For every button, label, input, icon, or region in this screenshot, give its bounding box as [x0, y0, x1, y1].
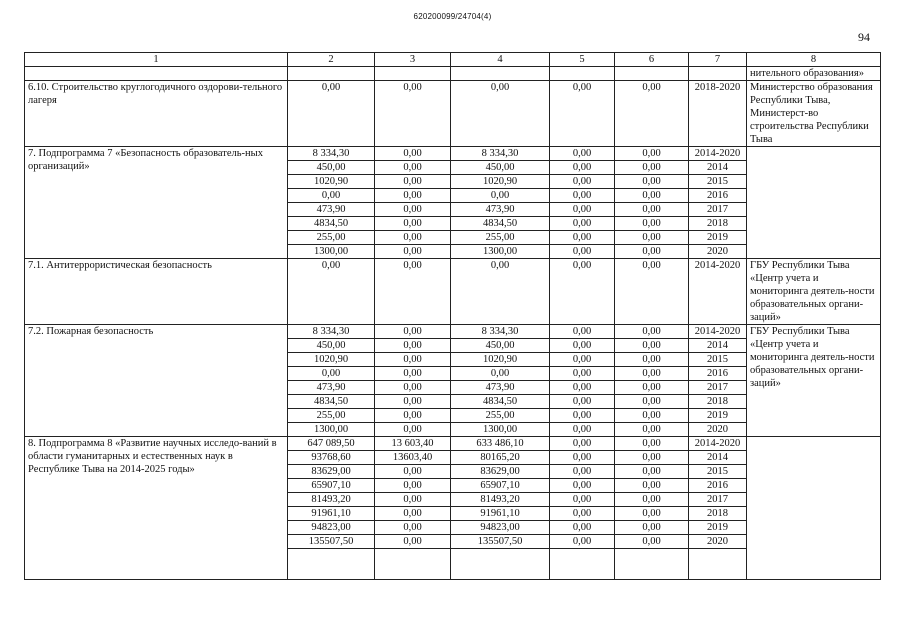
- cell-col-2: 1020,90: [288, 175, 375, 189]
- cell-col-4: 255,00: [451, 231, 550, 245]
- cell-col-2: 8 334,30: [288, 147, 375, 161]
- table-body: [25, 67, 881, 580]
- cell-col-5: 0,00: [550, 175, 615, 189]
- cell-col-4: 450,00: [451, 339, 550, 353]
- table-row: [25, 325, 881, 339]
- cell-col-7: 2018: [689, 395, 747, 409]
- cell-col-6: 0,00: [615, 381, 689, 395]
- cell-col-7: 2017: [689, 381, 747, 395]
- cell-col-7: 2015: [689, 175, 747, 189]
- cell-col-5: 0,00: [550, 465, 615, 479]
- section-executor: Министерство образования Республики Тыва, Министерст-во строительства Республики Тыва: [747, 81, 881, 147]
- cell-col-7: 2014-2020: [689, 147, 747, 161]
- cell-col-7: 2016: [689, 367, 747, 381]
- cell-col-6: 0,00: [615, 437, 689, 451]
- table-row: [25, 147, 881, 161]
- cell-col-4: 0,00: [451, 81, 550, 147]
- cell-col-6: 0,00: [615, 353, 689, 367]
- cell-col-7: 2016: [689, 479, 747, 493]
- cell-col-5: 0,00: [550, 203, 615, 217]
- cell-col-5: 0,00: [550, 339, 615, 353]
- cell-col-7: 2014-2020: [689, 259, 747, 325]
- cell-col-7: 2018: [689, 217, 747, 231]
- executor-continuation: нительного образования»: [747, 67, 881, 81]
- cell-col-5: 0,00: [550, 395, 615, 409]
- cell-col-4: 135507,50: [451, 535, 550, 549]
- section-executor: ГБУ Республики Тыва «Центр учета и мониторинга деятель-ности образовательных органи-заций»: [747, 259, 881, 325]
- cell-col-2: 255,00: [288, 409, 375, 423]
- table-row: [25, 81, 881, 147]
- col-header-5: 5: [550, 53, 615, 67]
- cell-col-7: 2020: [689, 535, 747, 549]
- cell-col-2: 1020,90: [288, 353, 375, 367]
- cell-col-7: 2016: [689, 189, 747, 203]
- cell-col-5: 0,00: [550, 161, 615, 175]
- cell-col-7: 2019: [689, 409, 747, 423]
- cell-col-3: 13603,40: [375, 451, 451, 465]
- cell-col-6: 0,00: [615, 451, 689, 465]
- cell-col-4: 8 334,30: [451, 147, 550, 161]
- cell-col-4: 1020,90: [451, 175, 550, 189]
- cell-col-6: 0,00: [615, 521, 689, 535]
- cell-col-6: 0,00: [615, 493, 689, 507]
- cell-col-6: 0,00: [615, 409, 689, 423]
- cell-col-7: 2017: [689, 493, 747, 507]
- cell-col-6: 0,00: [615, 231, 689, 245]
- cell-col-3: 0,00: [375, 409, 451, 423]
- cell-col-3: 0,00: [375, 325, 451, 339]
- cell-col-5: 0,00: [550, 259, 615, 325]
- cell-col-5: 0,00: [550, 367, 615, 381]
- cell-col-2: 4834,50: [288, 395, 375, 409]
- cell-col-3: 0,00: [375, 423, 451, 437]
- cell-col-3: 0,00: [375, 147, 451, 161]
- cell-col-5: 0,00: [550, 81, 615, 147]
- cell-col-2: 0,00: [288, 81, 375, 147]
- cell-col-7: 2018: [689, 507, 747, 521]
- continuation-row: [25, 67, 881, 81]
- cell-col-4: 4834,50: [451, 217, 550, 231]
- cell-col-3: 0,00: [375, 231, 451, 245]
- col-header-7: 7: [689, 53, 747, 67]
- cell-col-4: 633 486,10: [451, 437, 550, 451]
- cell-col-4: 8 334,30: [451, 325, 550, 339]
- cell-col-6: 0,00: [615, 395, 689, 409]
- section-name: 7.2. Пожарная безопасность: [25, 325, 288, 437]
- cell-col-4: 1020,90: [451, 353, 550, 367]
- cell-col-6: 0,00: [615, 259, 689, 325]
- cell-col-2: 0,00: [288, 367, 375, 381]
- col-header-8: 8: [747, 53, 881, 67]
- section-executor: ГБУ Республики Тыва «Центр учета и мониторинга деятель-ности образовательных органи-заций»: [747, 325, 881, 437]
- cell-col-3: 0,00: [375, 381, 451, 395]
- cell-col-3: 0,00: [375, 493, 451, 507]
- cell-col-5: 0,00: [550, 423, 615, 437]
- cell-col-4: 255,00: [451, 409, 550, 423]
- cell-col-7: 2018-2020: [689, 81, 747, 147]
- cell-col-3: 0,00: [375, 245, 451, 259]
- cell-col-6: 0,00: [615, 325, 689, 339]
- cell-col-4: 450,00: [451, 161, 550, 175]
- cell-col-4: 65907,10: [451, 479, 550, 493]
- cell-col-2: 91961,10: [288, 507, 375, 521]
- cell-col-2: 450,00: [288, 339, 375, 353]
- cell-col-6: 0,00: [615, 175, 689, 189]
- cell-col-3: 0,00: [375, 507, 451, 521]
- cell-col-7: 2019: [689, 521, 747, 535]
- section-name: 7. Подпрограмма 7 «Безопасность образователь-ных организаций»: [25, 147, 288, 259]
- cell-col-5: 0,00: [550, 409, 615, 423]
- cell-col-5: 0,00: [550, 381, 615, 395]
- col-header-2: 2: [288, 53, 375, 67]
- cell-col-4: 81493,20: [451, 493, 550, 507]
- cell-col-6: 0,00: [615, 367, 689, 381]
- cell-col-4: 83629,00: [451, 465, 550, 479]
- cell-col-3: 0,00: [375, 535, 451, 549]
- cell-col-5: 0,00: [550, 245, 615, 259]
- cell-col-6: 0,00: [615, 217, 689, 231]
- cell-col-2: 1300,00: [288, 245, 375, 259]
- cell-col-4: 91961,10: [451, 507, 550, 521]
- cell-col-5: 0,00: [550, 451, 615, 465]
- cell-col-5: 0,00: [550, 437, 615, 451]
- cell-col-4: 0,00: [451, 259, 550, 325]
- cell-col-3: 0,00: [375, 189, 451, 203]
- cell-col-4: 0,00: [451, 189, 550, 203]
- cell-col-3: 0,00: [375, 161, 451, 175]
- cell-col-4: 1300,00: [451, 245, 550, 259]
- cell-col-7: 2014-2020: [689, 437, 747, 451]
- cell-col-5: 0,00: [550, 231, 615, 245]
- cell-col-5: 0,00: [550, 353, 615, 367]
- document-number: 620200099/24704(4): [413, 12, 492, 21]
- section-name: 8. Подпрограмма 8 «Развитие научных исследо-ваний в области гуманитарных и естественных наук в Республике Тыва на 2014-2025 годы»: [25, 437, 288, 580]
- cell-col-2: 473,90: [288, 203, 375, 217]
- cell-col-4: 473,90: [451, 203, 550, 217]
- col-header-3: 3: [375, 53, 451, 67]
- cell-col-6: 0,00: [615, 339, 689, 353]
- cell-col-6: 0,00: [615, 203, 689, 217]
- cell-col-6: 0,00: [615, 81, 689, 147]
- section-executor: [747, 147, 881, 259]
- cell-col-4: 1300,00: [451, 423, 550, 437]
- cell-col-2: 93768,60: [288, 451, 375, 465]
- header-row: [25, 53, 881, 67]
- section-name: 7.1. Антитеррористическая безопасность: [25, 259, 288, 325]
- cell-col-6: 0,00: [615, 535, 689, 549]
- section-name: 6.10. Строительство круглогодичного оздорови-тельного лагеря: [25, 81, 288, 147]
- cell-col-5: 0,00: [550, 147, 615, 161]
- col-header-6: 6: [615, 53, 689, 67]
- cell-col-2: 0,00: [288, 259, 375, 325]
- cell-col-3: 13 603,40: [375, 437, 451, 451]
- cell-col-3: 0,00: [375, 353, 451, 367]
- cell-col-2: 647 089,50: [288, 437, 375, 451]
- page-number: 94: [858, 30, 870, 44]
- cell-col-5: 0,00: [550, 217, 615, 231]
- cell-col-4: 94823,00: [451, 521, 550, 535]
- cell-col-7: 2014-2020: [689, 325, 747, 339]
- cell-col-3: 0,00: [375, 81, 451, 147]
- cell-col-5: 0,00: [550, 521, 615, 535]
- cell-col-2: 1300,00: [288, 423, 375, 437]
- budget-table: [24, 52, 881, 580]
- cell-col-3: 0,00: [375, 217, 451, 231]
- cell-col-3: 0,00: [375, 395, 451, 409]
- cell-col-5: 0,00: [550, 479, 615, 493]
- cell-col-6: 0,00: [615, 423, 689, 437]
- cell-col-5: 0,00: [550, 189, 615, 203]
- cell-col-3: 0,00: [375, 479, 451, 493]
- table-row: [25, 437, 881, 451]
- cell-col-2: 0,00: [288, 189, 375, 203]
- cell-col-2: 255,00: [288, 231, 375, 245]
- cell-col-6: 0,00: [615, 189, 689, 203]
- cell-col-6: 0,00: [615, 465, 689, 479]
- cell-col-2: 4834,50: [288, 217, 375, 231]
- cell-col-2: 8 334,30: [288, 325, 375, 339]
- cell-col-3: 0,00: [375, 175, 451, 189]
- col-header-4: 4: [451, 53, 550, 67]
- cell-col-4: 473,90: [451, 381, 550, 395]
- cell-col-3: 0,00: [375, 259, 451, 325]
- cell-col-7: 2020: [689, 423, 747, 437]
- cell-col-7: 2014: [689, 339, 747, 353]
- cell-col-6: 0,00: [615, 147, 689, 161]
- cell-col-2: 94823,00: [288, 521, 375, 535]
- cell-col-4: 80165,20: [451, 451, 550, 465]
- cell-col-5: 0,00: [550, 325, 615, 339]
- cell-col-3: 0,00: [375, 203, 451, 217]
- cell-col-3: 0,00: [375, 339, 451, 353]
- cell-col-7: 2017: [689, 203, 747, 217]
- cell-col-2: 135507,50: [288, 535, 375, 549]
- cell-col-7: 2015: [689, 353, 747, 367]
- cell-col-3: 0,00: [375, 367, 451, 381]
- cell-col-5: 0,00: [550, 535, 615, 549]
- table-row: [25, 259, 881, 325]
- cell-col-6: 0,00: [615, 479, 689, 493]
- cell-col-3: 0,00: [375, 521, 451, 535]
- cell-col-4: 4834,50: [451, 395, 550, 409]
- cell-col-5: 0,00: [550, 507, 615, 521]
- cell-col-2: 83629,00: [288, 465, 375, 479]
- cell-col-2: 450,00: [288, 161, 375, 175]
- cell-col-6: 0,00: [615, 507, 689, 521]
- col-header-1: 1: [25, 53, 288, 67]
- cell-col-7: 2014: [689, 451, 747, 465]
- cell-col-3: 0,00: [375, 465, 451, 479]
- cell-col-7: 2020: [689, 245, 747, 259]
- cell-col-2: 81493,20: [288, 493, 375, 507]
- cell-col-6: 0,00: [615, 245, 689, 259]
- cell-col-7: 2015: [689, 465, 747, 479]
- cell-col-4: 0,00: [451, 367, 550, 381]
- cell-col-7: 2019: [689, 231, 747, 245]
- cell-col-2: 473,90: [288, 381, 375, 395]
- cell-col-7: 2014: [689, 161, 747, 175]
- cell-col-6: 0,00: [615, 161, 689, 175]
- cell-col-5: 0,00: [550, 493, 615, 507]
- cell-col-2: 65907,10: [288, 479, 375, 493]
- section-executor: [747, 437, 881, 580]
